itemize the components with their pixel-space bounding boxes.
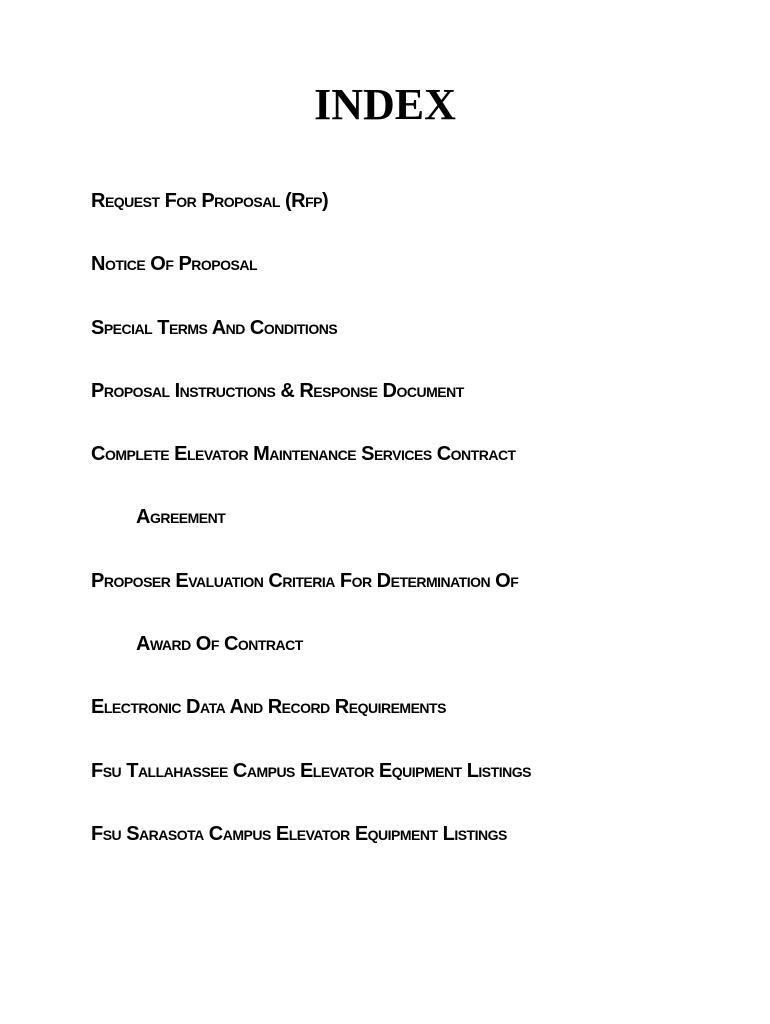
index-item-evaluation-criteria: Proposer Evaluation Criteria For Determination Of	[91, 569, 519, 592]
index-item-notice-of-proposal: Notice Of Proposal	[91, 253, 258, 276]
page-title: INDEX	[314, 80, 456, 129]
index-item-proposal-instructions: Proposal Instructions & Response Document	[91, 379, 464, 402]
index-item-rfp: Request For Proposal (Rfp)	[91, 190, 329, 212]
index-item-contract-continued: Agreement	[136, 506, 226, 529]
index-item-sarasota-listings: Fsu Sarasota Campus Elevator Equipment Listings	[91, 822, 507, 845]
index-item-special-terms: Special Terms And Conditions	[91, 316, 338, 339]
index-item-tallahassee-listings: Fsu Tallahassee Campus Elevator Equipment Listings	[91, 759, 531, 782]
index-item-evaluation-criteria-continued: Award Of Contract	[136, 633, 303, 656]
index-item-electronic-data: Electronic Data And Record Requirements	[91, 696, 446, 719]
index-item-contract: Complete Elevator Maintenance Services Contract	[91, 443, 516, 466]
index-list	[91, 184, 751, 880]
